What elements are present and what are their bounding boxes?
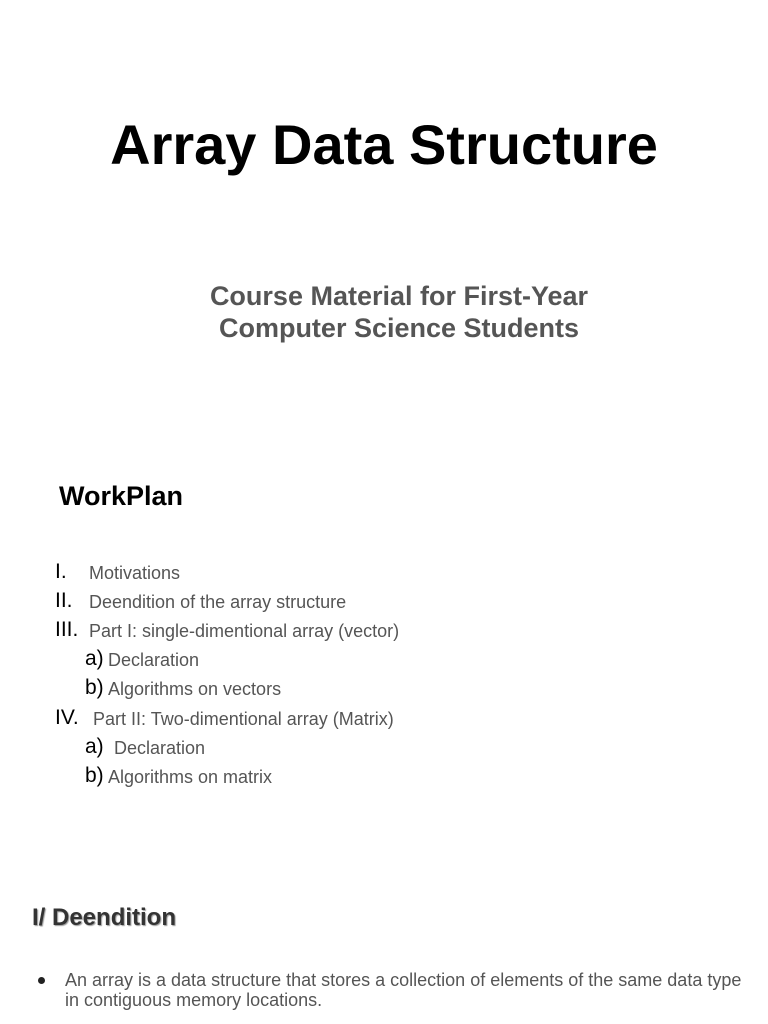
workplan-item-text: Algorithms on matrix bbox=[108, 767, 273, 787]
document-subtitle bbox=[0, 280, 768, 344]
workplan-item-text: Part I: single-dimentional array (vector) bbox=[89, 621, 400, 641]
subtitle-line-2: Computer Science Students bbox=[218, 313, 580, 343]
workplan-item-text: Motivations bbox=[89, 563, 181, 583]
bullet-dot-icon bbox=[38, 977, 45, 984]
section-heading: I/ Deendition bbox=[32, 904, 176, 931]
definition-paragraph: An array is a data structure that stores a collection of elements of the same data type in contiguous memory locations. bbox=[65, 970, 742, 1010]
workplan-item-text: Deendition of the array structure bbox=[89, 592, 347, 612]
workplan-item-marker: a) bbox=[85, 735, 104, 758]
workplan-item-text: Part II: Two-dimentional array (Matrix) bbox=[93, 709, 394, 729]
document-title: Array Data Structure bbox=[110, 113, 658, 176]
workplan-item-marker: III. bbox=[55, 618, 79, 641]
workplan-item-marker: IV. bbox=[55, 706, 79, 729]
workplan-item-marker: II. bbox=[55, 589, 73, 612]
workplan-item-marker: b) bbox=[85, 764, 104, 787]
workplan-item-marker: I. bbox=[55, 560, 67, 583]
subtitle-line-1: Course Material for First-Year bbox=[209, 281, 589, 311]
workplan-item-text: Algorithms on vectors bbox=[108, 679, 282, 699]
workplan-item-text: Declaration bbox=[114, 738, 206, 758]
workplan-item-text: Declaration bbox=[108, 650, 200, 670]
workplan-item-marker: a) bbox=[85, 647, 104, 670]
workplan-item-marker: b) bbox=[85, 676, 104, 699]
workplan-heading: WorkPlan bbox=[59, 481, 184, 511]
